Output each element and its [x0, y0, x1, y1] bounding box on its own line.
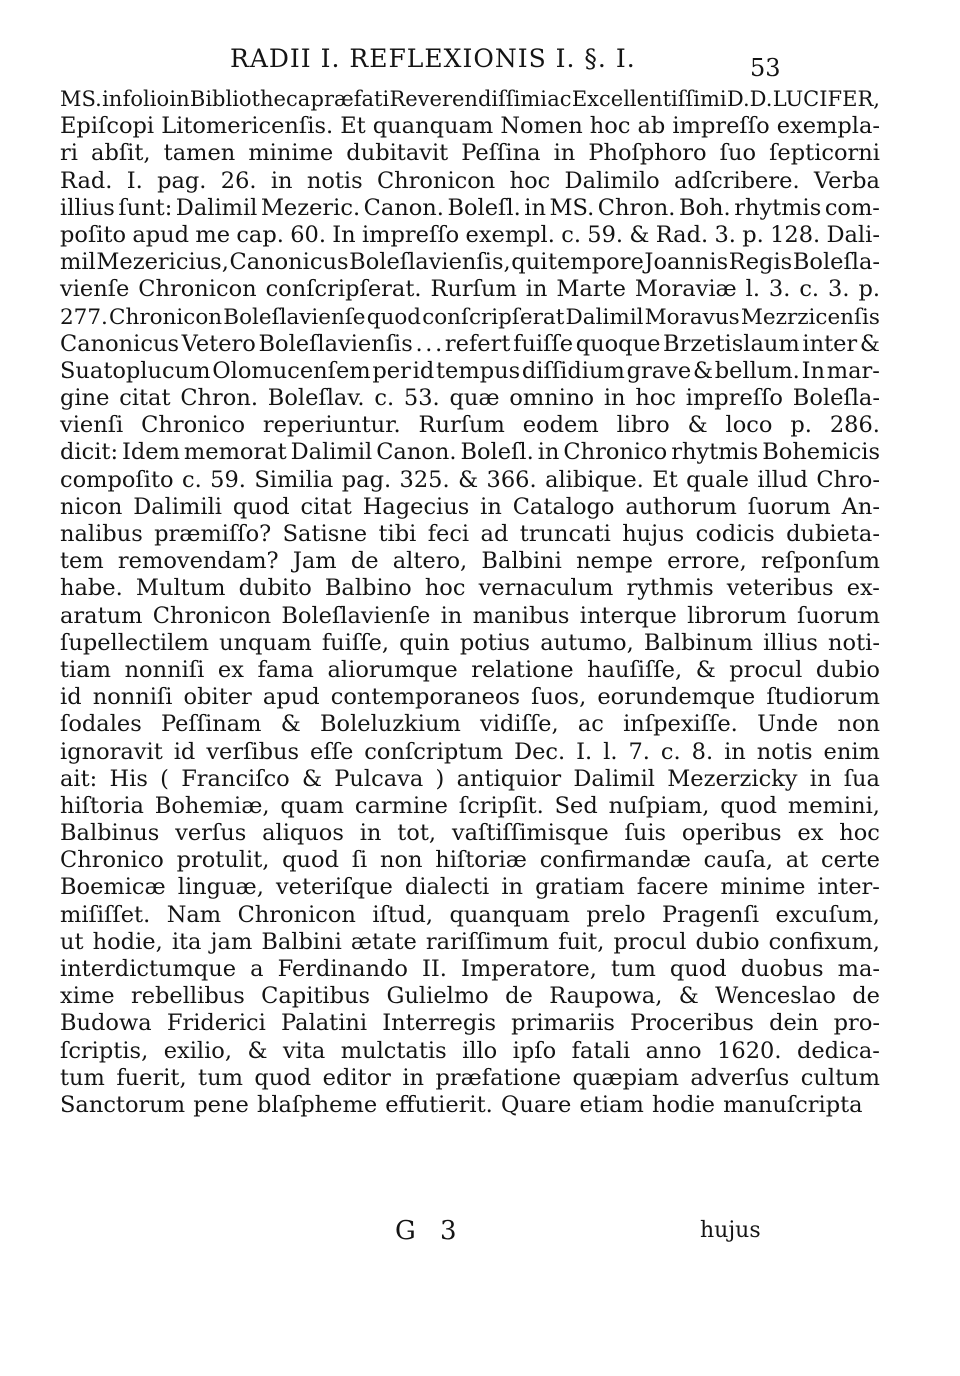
text-line: habe. Multum dubito Balbino hoc vernaculum rythmis veteribus ex- [60, 575, 880, 602]
text-line: Suatoplucum Olomucenſem per id tempus diſſidium grave & bellum. In mar- [60, 357, 880, 384]
signature-mark: G 3 [395, 1216, 465, 1246]
text-line: tem removendam? Jam de altero, Balbini nempe errore, reſponſum [60, 548, 880, 575]
text-line: ut hodie, ita jam Balbini ætate rariſſimum fuit, procul dubio confixum, [60, 928, 880, 955]
text-line: illius ſunt: Dalimil Mezeric. Canon. Boleſl. in MS. Chron. Boh. rhytmis com- [60, 194, 880, 221]
text-line: MS. in folio in Bibliotheca præfati Reverendiſſimi ac Excellentiſſimi D.D. LUCIFER, [60, 87, 880, 111]
text-line: xime rebellibus Capitibus Gulielmo de Raupowa, & Wenceslao de [60, 983, 880, 1010]
text-line: vienſi Chronico reperiuntur. Rurſum eodem libro & loco p. 286. [60, 412, 880, 439]
page-header [60, 40, 780, 80]
catchword: hujus [700, 1218, 761, 1243]
text-line: Budowa Friderici Palatini Interregis primariis Proceribus dein pro- [60, 1010, 880, 1037]
text-line: Rad. I. pag. 26. in notis Chronicon hoc Dalimilo adſcribere. Verba [60, 167, 880, 194]
text-line: ſupellectilem unquam fuiſſe, quin potius autumo, Balbinum illius noti- [60, 629, 880, 656]
text-line: Chronico protulit, quod ſi non hiſtoriæ confirmandæ cauſa, at certe [60, 847, 880, 874]
body-text [60, 86, 880, 1119]
text-line: poſito apud me cap. 60. In impreſſo exempl. c. 59. & Rad. 3. p. 128. Dali- [60, 221, 880, 248]
running-head: RADII I. REFLEXIONIS I. §. I. [230, 44, 636, 73]
text-line: 277. Chronicon Boleſlavienſe quod conſcripſerat Dalimil Moravus Mezrzicenſis [60, 304, 880, 330]
text-line: tiam nonniſi ex fama aliorumque relatione hauſiſſe, & procul dubio [60, 656, 880, 683]
text-line: Boemicæ linguæ, veteriſque dialecti in gratiam facere minime inter- [60, 874, 880, 901]
text-line: Sanctorum pene blaſpheme effutierit. Quare etiam hodie manuſcripta [60, 1091, 863, 1118]
text-line: vienſe Chronicon conſcripſerat. Rurſum in Marte Moraviæ l. 3. c. 3. p. [60, 276, 880, 303]
text-line: mil Mezericius, Canonicus Boleſlavienſis, qui tempore Joannis Regis Boleſla- [60, 249, 880, 276]
text-line: aratum Chronicon Boleſlavienſe in manibus interque librorum ſuorum [60, 602, 880, 629]
text-line: dicit: Idem memorat Dalimil Canon. Boleſl. in Chronico rhytmis Bohemicis [60, 439, 880, 466]
text-line: gine citat Chron. Boleſlav. c. 53. quæ omnino in hoc impreſſo Boleſla- [60, 385, 880, 412]
text-line: ſcriptis, exilio, & vita mulctatis illo ipſo fatali anno 1620. dedica- [60, 1037, 880, 1064]
page-footer [60, 1216, 780, 1256]
text-line: Balbinus verſus aliquos in tot, vaſtiſſimisque ſuis operibus ex hoc [60, 820, 880, 847]
text-line: ait: His ( Franciſco & Pulcava ) antiquior Dalimil Mezerzicky in ſua [60, 765, 880, 792]
text-line: hiſtoria Bohemiæ, quam carmine ſcripſit. Sed nuſpiam, quod memini, [60, 792, 880, 819]
text-line: ri abſit, tamen minime dubitavit Peſſina in Phoſphoro ſuo ſepticorni [60, 140, 880, 167]
text-line: ignoravit id verſibus eſſe conſcriptum Dec. I. l. 7. c. 8. in notis enim [60, 738, 880, 765]
text-line: nalibus præmiſſo? Satisne tibi feci ad truncati hujus codicis dubieta- [60, 521, 880, 547]
page-number: 53 [750, 54, 781, 82]
text-line: miſiſſet. Nam Chronicon iſtud, quanquam prelo Pragenſi excuſum, [60, 901, 880, 928]
text-line: Canonicus Vetero Boleſlavienſis . . . refert fuiſſe quoque Brzetislaum inter & [60, 330, 880, 357]
text-line: nicon Dalimili quod citat Hagecius in Catalogo authorum ſuorum An- [60, 493, 880, 520]
text-line: ſodales Peſſinam & Boleluzkium vidiſſe, ac inſpexiſſe. Unde non [60, 711, 880, 738]
text-line: tum fuerit, tum quod editor in præfatione quæpiam adverſus cultum [60, 1064, 880, 1091]
text-line: compoſito c. 59. Similia pag. 325. & 366. alibique. Et quale illud Chro- [60, 466, 880, 493]
text-line: interdictumque a Ferdinando II. Imperatore, tum quod duobus ma- [60, 956, 880, 982]
text-line: Epiſcopi Litomericenſis. Et quanquam Nomen hoc ab impreſſo exempla- [60, 113, 880, 140]
text-line: id nonniſi obiter apud contemporaneos ſuos, eorundemque ſtudiorum [60, 684, 880, 711]
